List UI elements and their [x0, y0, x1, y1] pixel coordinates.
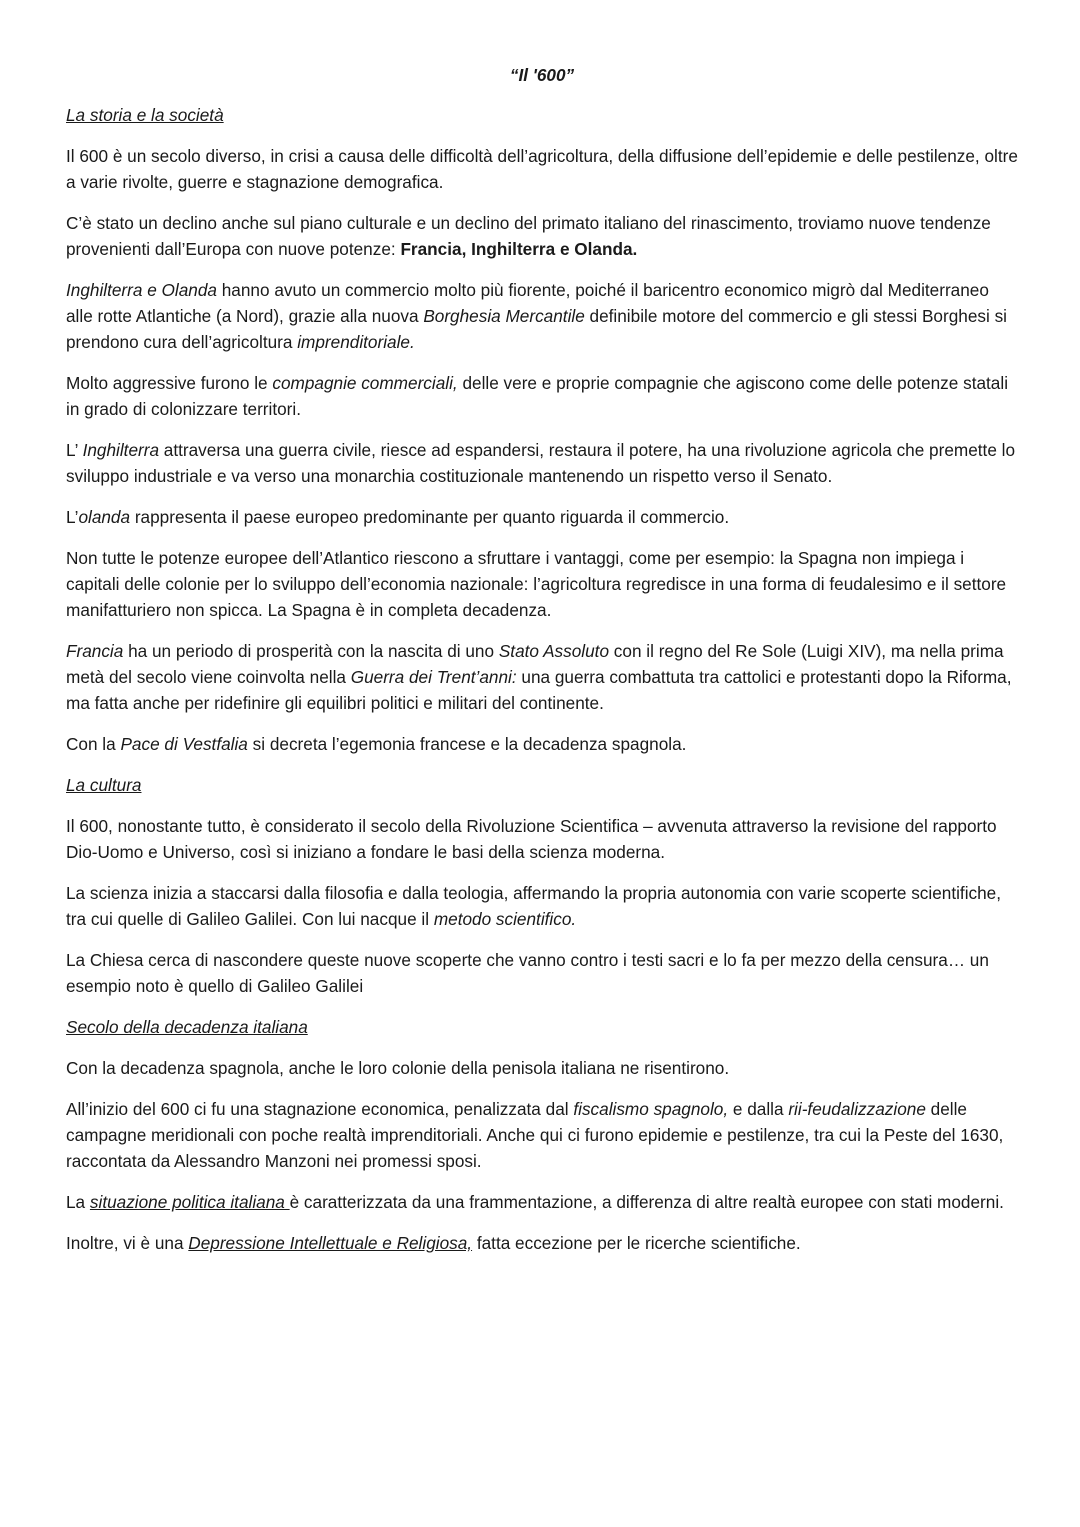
italic-text: metodo scientifico.: [433, 909, 577, 929]
text: fatta eccezione per le ricerche scientifiche.: [472, 1233, 801, 1253]
paragraph: [66, 1189, 1018, 1215]
text: definibile motore del commercio e gli stessi Borghesi si prendono cura dell’agricoltura: [66, 306, 1007, 352]
italic-text: compagnie commerciali,: [272, 373, 458, 393]
text: La: [66, 1192, 90, 1212]
italic-text: rii-feudalizzazione: [788, 1099, 926, 1119]
text: è caratterizzata da una frammentazione, a differenza di altre realtà europee con stati moderni.: [289, 1192, 1004, 1212]
italic-text: Guerra dei Trent’anni:: [350, 667, 517, 687]
text: La scienza inizia a staccarsi dalla filosofia e dalla teologia, affermando la propria autonomia con varie scoperte scientifiche, tra cui quelle di Galileo Galilei. Con lui nacque il: [66, 883, 1002, 929]
paragraph: [66, 1230, 1018, 1256]
italic-underlined-text: situazione politica italiana: [89, 1192, 290, 1212]
paragraph: [66, 731, 1018, 757]
bold-text: Francia, Inghilterra e Olanda.: [400, 239, 638, 259]
paragraph: [66, 1055, 1018, 1081]
text: Molto aggressive furono le: [66, 373, 273, 393]
text: Il 600 è un secolo diverso, in crisi a causa delle difficoltà dell’agricoltura, della diffusione dell’epidemie e delle pestilenze, oltre a varie rivolte, guerre e stagnazione demografica.: [66, 146, 1018, 192]
italic-text: Inghilterra e Olanda: [66, 280, 217, 300]
text: e dalla: [728, 1099, 789, 1119]
text: delle vere e proprie compagnie che agiscono come delle potenze statali in grado di colonizzare territori.: [66, 373, 1009, 419]
section-heading-decadenza: Secolo della decadenza italiana: [66, 1017, 308, 1037]
section-heading-cultura: La cultura: [66, 775, 142, 795]
paragraph: [66, 880, 1018, 932]
text: una guerra combattuta tra cattolici e protestanti dopo la Riforma, ma fatta anche per ridefinire gli equilibri politici e militari del continente.: [66, 667, 1012, 713]
italic-text: olanda: [78, 507, 131, 527]
document-page: [66, 62, 1018, 1271]
italic-underlined-text: Depressione Intellettuale e Religiosa,: [188, 1233, 473, 1253]
text: L’: [66, 507, 79, 527]
italic-text: imprenditoriale.: [297, 332, 415, 352]
paragraph: [66, 947, 1018, 999]
text: La Chiesa cerca di nascondere queste nuove scoperte che vanno contro i testi sacri e lo fa per mezzo della censura… un esempio noto è quello di Galileo Galilei: [66, 950, 989, 996]
text: si decreta l’egemonia francese e la decadenza spagnola.: [247, 734, 687, 754]
paragraph: [66, 143, 1018, 195]
text: Il 600, nonostante tutto, è considerato il secolo della Rivoluzione Scientifica – avvenuta attraverso la revisione del rapporto Dio-Uomo e Universo, così si iniziano a fondare le basi della scienza moderna.: [66, 816, 997, 862]
document-title: “Il '600”: [509, 65, 575, 85]
italic-text: Stato Assoluto: [498, 641, 610, 661]
text: rappresenta il paese europeo predominante per quanto riguarda il commercio.: [130, 507, 730, 527]
text: hanno avuto un commercio molto più fiorente, poiché il baricentro economico migrò dal Mediterraneo alle rotte Atlantiche (a Nord), grazie alla nuova: [66, 280, 989, 326]
text: attraversa una guerra civile, riesce ad espandersi, restaura il potere, ha una rivoluzione agricola che premette lo sviluppo industriale e va verso una monarchia costituzionale mantenendo un rispetto verso il Senato.: [66, 440, 1016, 486]
text: Con la: [66, 734, 121, 754]
paragraph: [66, 1096, 1018, 1174]
text: Con la decadenza spagnola, anche le loro colonie della penisola italiana ne risentirono.: [66, 1058, 730, 1078]
paragraph: [66, 210, 1018, 262]
paragraph: [66, 813, 1018, 865]
paragraph: [66, 545, 1018, 623]
text: ha un periodo di prosperità con la nascita di uno: [123, 641, 499, 661]
italic-text: fiscalismo spagnolo,: [573, 1099, 729, 1119]
italic-text: Borghesia Mercantile: [423, 306, 585, 326]
text: Non tutte le potenze europee dell’Atlantico riescono a sfruttare i vantaggi, come per esempio: la Spagna non impiega i capitali delle colonie per lo sviluppo dell’economia nazionale: l’agricoltura regredisce in una forma di feudalesimo e il settore manifatturiero non spicca. La Spagna è in completa decadenza.: [66, 548, 1007, 620]
paragraph: [66, 277, 1018, 355]
text: delle campagne meridionali con poche realtà imprenditoriali. Anche qui ci furono epidemie e pestilenze, tra cui la Peste del 1630, raccontata da Alessandro Manzoni nei promessi sposi.: [66, 1099, 1004, 1171]
text: L’: [66, 440, 83, 460]
paragraph: [66, 370, 1018, 422]
text: All’inizio del 600 ci fu una stagnazione economica, penalizzata dal: [66, 1099, 574, 1119]
italic-text: Inghilterra: [82, 440, 160, 460]
paragraph: [66, 504, 1018, 530]
italic-text: Francia: [66, 641, 124, 661]
italic-text: Pace di Vestfalia: [120, 734, 248, 754]
text: Inoltre, vi è una: [66, 1233, 189, 1253]
paragraph: [66, 437, 1018, 489]
section-heading-storia: La storia e la società: [66, 105, 224, 125]
text: C’è stato un declino anche sul piano culturale e un declino del primato italiano del rinascimento, troviamo nuove tendenze provenienti dall’Europa con nuove potenze:: [66, 213, 991, 259]
paragraph: [66, 638, 1018, 716]
text: con il regno del Re Sole (Luigi XIV), ma nella prima metà del secolo viene coinvolta nella: [66, 641, 1004, 687]
